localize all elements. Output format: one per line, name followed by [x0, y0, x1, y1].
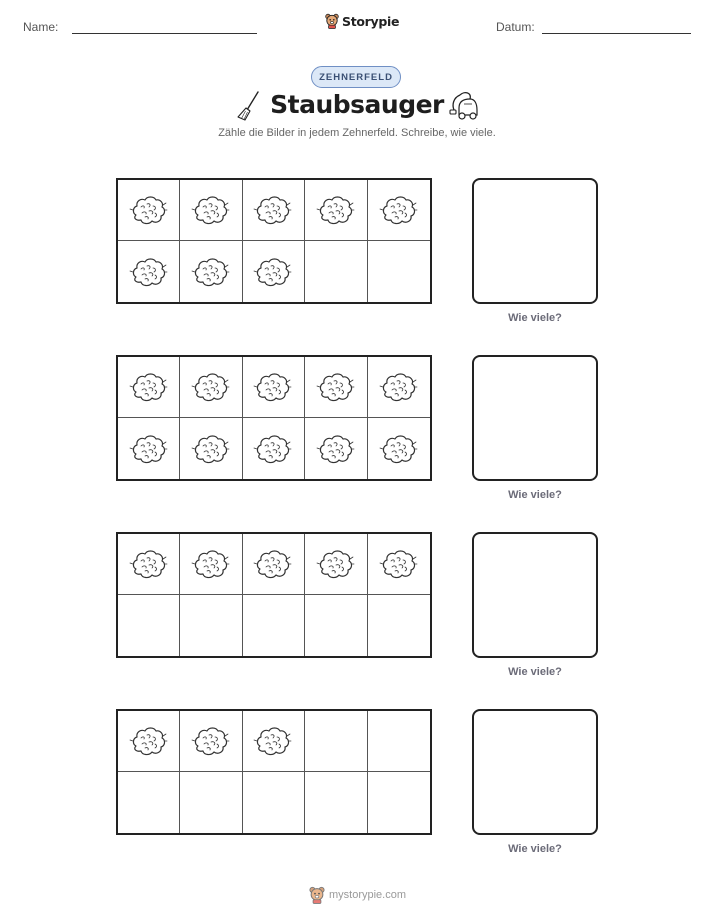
dust-bunny-icon: [191, 370, 231, 404]
ten-frame-cell: [180, 711, 242, 772]
ten-frame-cell: [305, 241, 367, 302]
ten-frame-cell: [243, 534, 305, 595]
worksheet-title: Staubsauger: [270, 90, 444, 119]
dust-bunny-icon: [316, 432, 356, 466]
ten-frame-cell: [243, 357, 305, 418]
instructions-text: Zähle die Bilder in jedem Zehnerfeld. Schreibe, wie viele.: [218, 127, 496, 139]
ten-frame-cell: [118, 241, 180, 302]
bear-mascot-icon: [325, 13, 339, 29]
dust-bunny-icon: [129, 193, 169, 227]
ten-frame-cell: [180, 241, 242, 302]
ten-frame-cell: [305, 418, 367, 479]
dust-bunny-icon: [253, 547, 293, 581]
name-label: Name:: [23, 20, 59, 34]
ten-frame-cell: [305, 711, 367, 772]
dust-bunny-icon: [316, 547, 356, 581]
storypie-logo: [325, 13, 399, 29]
ten-frame-cell: [243, 772, 305, 833]
footer: [309, 886, 406, 904]
ten-frame-cell: [180, 534, 242, 595]
dust-bunny-icon: [379, 370, 419, 404]
dust-bunny-icon: [253, 255, 293, 289]
ten-frame: [116, 532, 432, 658]
ten-frame-cell: [368, 357, 430, 418]
ten-frame-cell: [243, 595, 305, 656]
ten-frame-cell: [118, 357, 180, 418]
ten-frame-cell: [305, 180, 367, 241]
ten-frame-cell: [243, 180, 305, 241]
ten-frame-cell: [118, 711, 180, 772]
dust-bunny-icon: [253, 193, 293, 227]
dust-bunny-icon: [129, 432, 169, 466]
ten-frame: [116, 355, 432, 481]
dust-bunny-icon: [191, 724, 231, 758]
dust-bunny-icon: [191, 432, 231, 466]
dust-bunny-icon: [191, 193, 231, 227]
answer-box[interactable]: [472, 532, 598, 658]
dust-bunny-icon: [129, 255, 169, 289]
ten-frame-cell: [305, 595, 367, 656]
dust-bunny-icon: [316, 193, 356, 227]
logo-text: Storypie: [342, 13, 400, 29]
answer-label: Wie viele?: [508, 843, 562, 855]
ten-frame-cell: [368, 772, 430, 833]
vacuum-cleaner-icon: [448, 90, 480, 122]
dust-bunny-icon: [129, 724, 169, 758]
ten-frame-cell: [368, 241, 430, 302]
answer-box[interactable]: [472, 178, 598, 304]
dust-bunny-icon: [379, 193, 419, 227]
ten-frame-cell: [118, 595, 180, 656]
ten-frame-cell: [368, 595, 430, 656]
answer-box[interactable]: [472, 709, 598, 835]
ten-frame-cell: [368, 534, 430, 595]
topic-badge: ZEHNERFELD: [311, 66, 401, 88]
dust-bunny-icon: [129, 547, 169, 581]
ten-frame-cell: [305, 357, 367, 418]
ten-frame: [116, 709, 432, 835]
dust-bunny-icon: [191, 547, 231, 581]
answer-box[interactable]: [472, 355, 598, 481]
dust-bunny-icon: [253, 370, 293, 404]
dust-bunny-icon: [191, 255, 231, 289]
dust-bunny-icon: [379, 547, 419, 581]
answer-label: Wie viele?: [508, 489, 562, 501]
bear-mascot-icon: [309, 886, 325, 904]
answer-label: Wie viele?: [508, 312, 562, 324]
ten-frame-cell: [118, 180, 180, 241]
ten-frame-cell: [180, 595, 242, 656]
ten-frame-cell: [243, 241, 305, 302]
ten-frame-cell: [118, 534, 180, 595]
ten-frame: [116, 178, 432, 304]
ten-frame-cell: [243, 418, 305, 479]
name-input-line[interactable]: [72, 33, 257, 34]
dust-bunny-icon: [379, 432, 419, 466]
ten-frame-cell: [118, 418, 180, 479]
ten-frame-cell: [118, 772, 180, 833]
ten-frame-cell: [305, 772, 367, 833]
answer-label: Wie viele?: [508, 666, 562, 678]
ten-frame-cell: [180, 357, 242, 418]
ten-frame-cell: [368, 418, 430, 479]
dust-bunny-icon: [316, 370, 356, 404]
ten-frame-cell: [180, 180, 242, 241]
ten-frame-cell: [368, 711, 430, 772]
ten-frame-cell: [368, 180, 430, 241]
footer-url[interactable]: mystorypie.com: [329, 889, 407, 901]
ten-frame-cell: [243, 711, 305, 772]
date-label: Datum:: [496, 20, 535, 34]
ten-frame-cell: [180, 772, 242, 833]
dust-bunny-icon: [253, 432, 293, 466]
ten-frame-cell: [180, 418, 242, 479]
dust-bunny-icon: [253, 724, 293, 758]
ten-frame-cell: [305, 534, 367, 595]
dust-bunny-icon: [129, 370, 169, 404]
date-input-line[interactable]: [542, 33, 691, 34]
